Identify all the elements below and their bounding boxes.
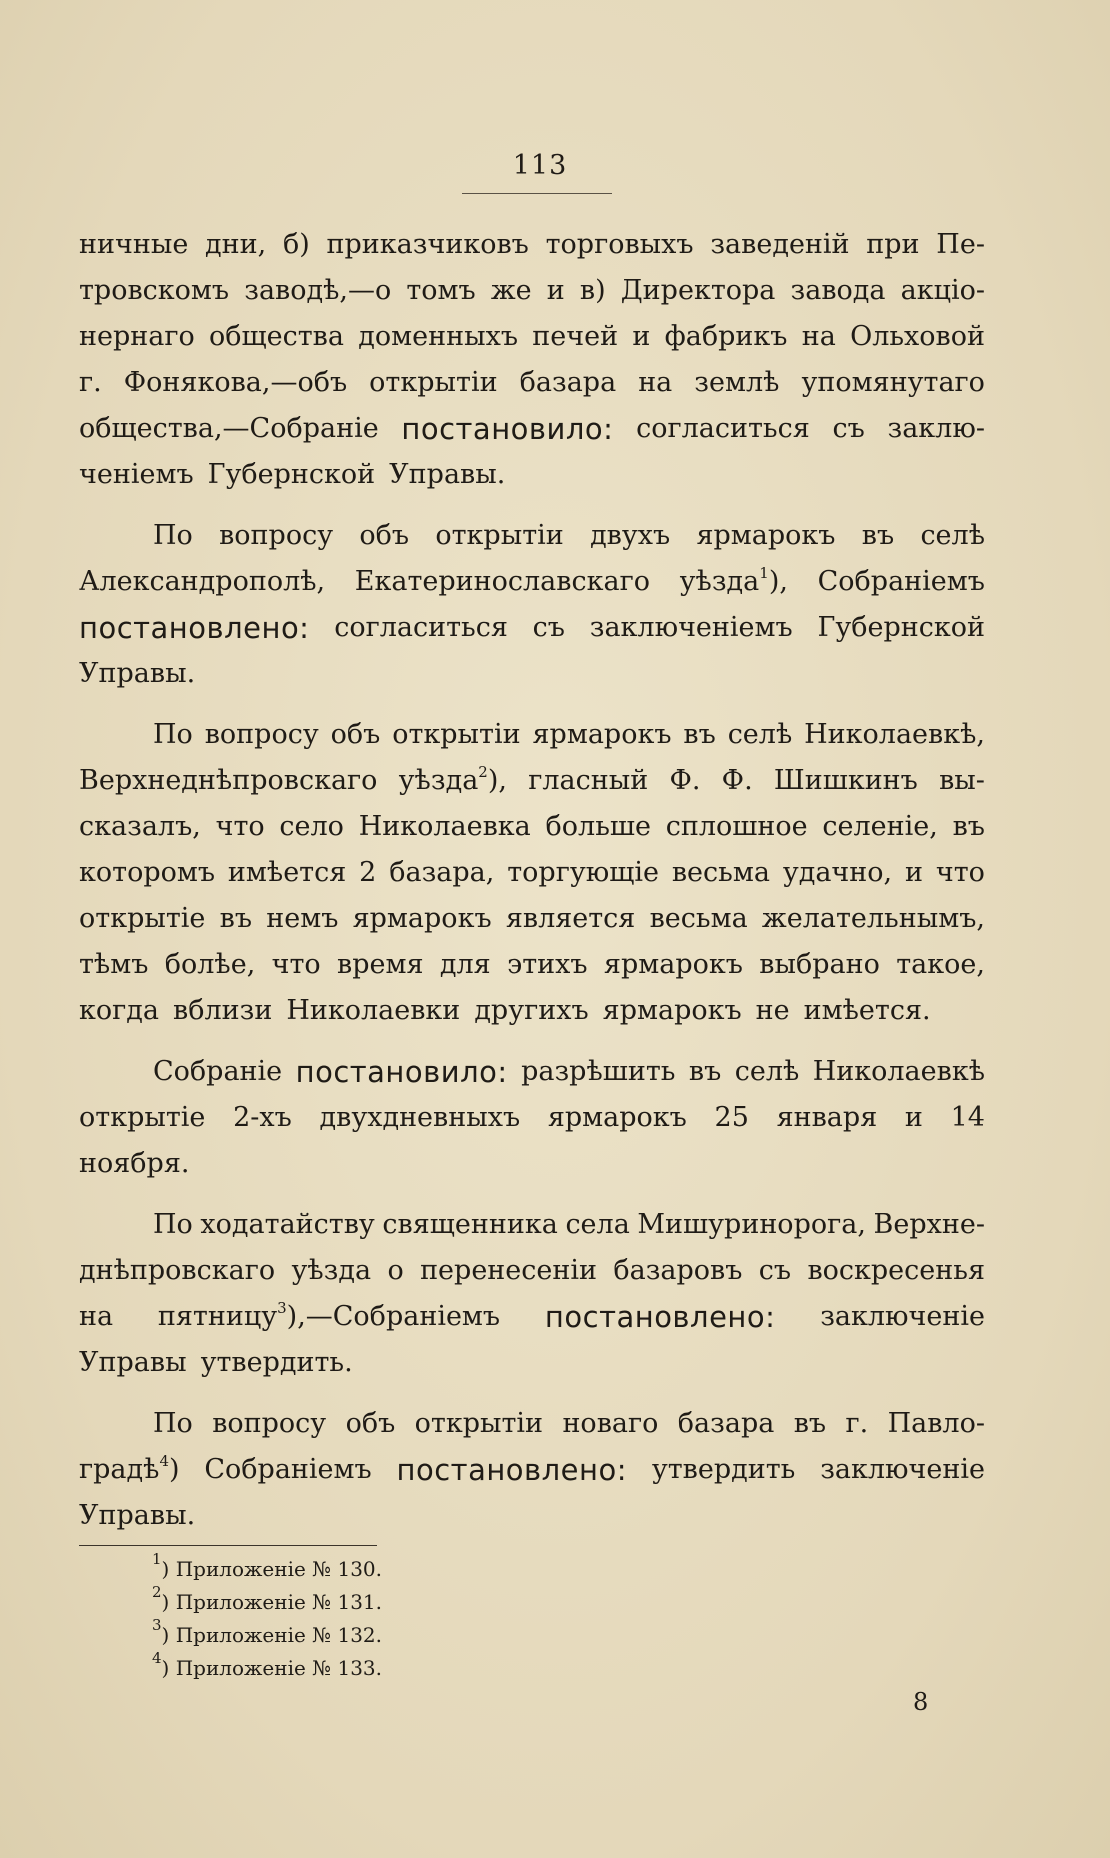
emphasized-word: постановлено: (544, 1300, 776, 1334)
text-line (79, 360, 985, 406)
text-line (79, 1340, 985, 1386)
word: Павло- (887, 1408, 985, 1439)
footnote-ref: 4 (159, 1452, 169, 1470)
word: на (801, 321, 836, 352)
word: б) (282, 229, 310, 260)
word: и (905, 857, 923, 888)
text-line (79, 1294, 985, 1340)
word: селѣ (920, 520, 985, 551)
text-line (79, 605, 985, 651)
word: Губернской (817, 612, 985, 643)
word: уѣзда$^2$), (398, 763, 507, 796)
word: в) (579, 275, 606, 306)
word: Губернской (207, 459, 376, 490)
word: перенесеніи (420, 1255, 597, 1286)
word: уѣзда (291, 1255, 372, 1286)
word: объ (359, 520, 410, 551)
word: на (638, 367, 673, 398)
body-text (79, 222, 985, 1539)
word: селѣ (734, 1056, 800, 1087)
text-line (79, 651, 985, 697)
word: Николаевкѣ (812, 1056, 985, 1087)
word: вопросу (212, 1408, 327, 1439)
word: выбрано (759, 949, 880, 980)
word: общества (209, 321, 344, 352)
word: и (632, 321, 651, 352)
word: въ (952, 811, 985, 842)
word: имѣется. (803, 995, 931, 1026)
paragraph-2 (79, 513, 985, 697)
word: Ф. (669, 765, 701, 796)
word: уѣзда$^1$), (679, 564, 788, 597)
word: съ (532, 612, 565, 643)
word: въ (688, 1056, 722, 1087)
text-line (79, 758, 985, 804)
word: Управы (79, 1347, 187, 1378)
word: съ (758, 1255, 792, 1286)
word: село (279, 811, 344, 842)
word: что (271, 949, 321, 980)
paragraph-4 (79, 1049, 985, 1187)
word: землѣ (694, 367, 780, 398)
page-number-rule (462, 193, 612, 194)
word: Верхнеднѣпровскаго (79, 765, 378, 796)
word: тровскомъ (79, 275, 230, 306)
word: доменныхъ (358, 321, 518, 352)
word: По (153, 1408, 193, 1439)
text-line (79, 1202, 985, 1248)
word: ярмарокъ (547, 1102, 687, 1133)
word: приказчиковъ (326, 229, 529, 260)
word: въ (793, 1408, 827, 1439)
word: двухъ (590, 520, 671, 551)
word: Александрополѣ, (79, 566, 326, 597)
word: открытіи (369, 367, 498, 398)
word: Управы. (79, 658, 196, 689)
word: акціо- (900, 275, 985, 306)
word: Екатеринославскаго (354, 566, 650, 597)
word: Собраніемъ (204, 1454, 372, 1485)
paragraph-3 (79, 712, 985, 1034)
word: базара (519, 367, 617, 398)
word: въ (861, 520, 895, 551)
word: разрѣшить (521, 1056, 676, 1087)
word: 2 (359, 857, 377, 888)
word: для (439, 949, 491, 980)
word: нернаго (79, 321, 195, 352)
page-number: 113 (512, 150, 568, 181)
word: такое, (896, 949, 985, 980)
word: базаровъ (613, 1255, 743, 1286)
word: января (776, 1102, 878, 1133)
word: заведеній (710, 229, 850, 260)
word: Николаевка (358, 811, 531, 842)
word: ярмарокъ (603, 949, 743, 980)
word: Мишуринорога, (637, 1209, 866, 1240)
word: сказалъ, (79, 811, 201, 842)
word: базара, (389, 857, 495, 888)
word: утвердить (651, 1454, 796, 1485)
word: печей (532, 321, 619, 352)
word: когда (79, 995, 159, 1026)
word: съ (832, 413, 865, 444)
word: и (546, 275, 565, 306)
word: селѣ (727, 719, 793, 750)
paragraph-gap (79, 1187, 985, 1202)
word: ничные (79, 229, 189, 260)
footnote-rule (79, 1545, 377, 1546)
word: новаго (562, 1408, 659, 1439)
word: Николаевки (286, 995, 461, 1026)
word: при (866, 229, 920, 260)
word: о (387, 1255, 404, 1286)
footnote-ref: 3 (277, 1299, 287, 1317)
word: согласиться (636, 413, 810, 444)
word: дни, (205, 229, 267, 260)
word: томъ (406, 275, 476, 306)
word: объ (330, 719, 381, 750)
footnote-4: $^4$) Приложеніе № 133. (152, 1649, 382, 1680)
word: открытіе (79, 903, 206, 934)
emphasized-word: постановлено: (396, 1453, 627, 1487)
word: По (153, 719, 193, 750)
word: заключеніе (820, 1454, 985, 1485)
word: вблизи (173, 995, 273, 1026)
word: и (904, 1102, 923, 1133)
word: ноября. (79, 1148, 190, 1179)
word: Ольховой (850, 321, 985, 352)
text-line (79, 406, 985, 452)
word: заводѣ,—о (244, 275, 392, 306)
word: открытіи (414, 1408, 544, 1439)
word: ярмарокъ (352, 903, 492, 934)
text-line (79, 712, 985, 758)
footnote-ref: 2 (478, 763, 488, 781)
word: вы- (939, 765, 985, 796)
word: По (153, 520, 193, 551)
word: что (935, 857, 985, 888)
text-line (79, 896, 985, 942)
text-line (79, 268, 985, 314)
word: По (153, 1209, 193, 1240)
paragraph-gap (79, 498, 985, 513)
word: желательнымъ, (761, 903, 985, 934)
text-line (79, 1493, 985, 1539)
emphasized-word: постановило: (295, 1055, 508, 1089)
footnotes (152, 1550, 382, 1685)
word: Верхне- (873, 1209, 985, 1240)
emphasized-word: постановлено: (79, 611, 310, 645)
text-line (79, 1401, 985, 1447)
word: ченіемъ (79, 459, 194, 490)
word: на (79, 1301, 114, 1332)
word: ярмарокъ (602, 995, 742, 1026)
word: базара (677, 1408, 775, 1439)
paragraph-gap (79, 1034, 985, 1049)
text-line (79, 452, 985, 498)
word: торгующіе (507, 857, 659, 888)
word: объ (345, 1408, 396, 1439)
word: градѣ$^4$) (79, 1452, 180, 1485)
word: Фонякова,—объ (123, 367, 348, 398)
word: г. (79, 367, 102, 398)
word: Директора (620, 275, 776, 306)
footnote-2: $^2$) Приложеніе № 131. (152, 1583, 382, 1614)
word: удачно, (782, 857, 893, 888)
word: ярмарокъ (696, 520, 836, 551)
paragraph-gap (79, 697, 985, 712)
paragraph-6 (79, 1401, 985, 1539)
word: заключеніемъ (589, 612, 793, 643)
word: Ф. (721, 765, 753, 796)
word: воскресенья (807, 1255, 985, 1286)
word: днѣпровскаго (79, 1255, 276, 1286)
word: гласный (528, 765, 649, 796)
word: которомъ (79, 857, 216, 888)
word: этихъ (507, 949, 588, 980)
word: открытіе (79, 1102, 206, 1133)
word: утвердить. (200, 1347, 353, 1378)
paragraph-gap (79, 1386, 985, 1401)
word: общества,—Собраніе (79, 413, 379, 444)
word: пятницу$^3$),—Собраніемъ (157, 1299, 501, 1332)
word: Собраніе (153, 1056, 283, 1087)
word: открытіи (435, 520, 564, 551)
text-line (79, 314, 985, 360)
word: болѣе, (164, 949, 256, 980)
word: ходатайству (200, 1209, 375, 1240)
word: двухдневныхъ (319, 1102, 521, 1133)
word: ярмарокъ (532, 719, 672, 750)
word: немъ (266, 903, 339, 934)
word: Шишкинъ (773, 765, 918, 796)
word: согласиться (334, 612, 508, 643)
word: г. (845, 1408, 869, 1439)
word: не (755, 995, 790, 1026)
word: 25 (714, 1102, 749, 1133)
word: вопросу (204, 719, 319, 750)
word: фабрикъ (664, 321, 788, 352)
word: имѣется (227, 857, 347, 888)
word: весьма (671, 857, 770, 888)
footnote-ref: 1 (759, 564, 769, 582)
word: въ (219, 903, 253, 934)
footnote-1: $^1$) Приложеніе № 130. (152, 1550, 382, 1581)
word: открытіи (392, 719, 521, 750)
word: села (565, 1209, 630, 1240)
word: что (215, 811, 265, 842)
word: является (505, 903, 636, 934)
word: тѣмъ (79, 949, 149, 980)
word: же (490, 275, 532, 306)
signature-mark: 8 (913, 1688, 929, 1716)
word: Собраніемъ (817, 566, 985, 597)
word: заклю- (887, 413, 985, 444)
text-line (79, 1141, 985, 1187)
word: завода (790, 275, 886, 306)
text-line (79, 1095, 985, 1141)
word: въ (683, 719, 716, 750)
text-line (79, 513, 985, 559)
emphasized-word: постановило: (401, 412, 614, 446)
word: Управы. (389, 459, 506, 490)
paragraph-5 (79, 1202, 985, 1386)
word: вопросу (219, 520, 334, 551)
word: священника (382, 1209, 558, 1240)
word: Николаевкѣ, (804, 719, 985, 750)
word: заключеніе (820, 1301, 985, 1332)
word: время (337, 949, 424, 980)
word: больше (545, 811, 651, 842)
footnote-3: $^3$) Приложеніе № 132. (152, 1616, 382, 1647)
text-line (79, 850, 985, 896)
word: 14 (950, 1102, 985, 1133)
text-line (79, 559, 985, 605)
text-line (79, 1447, 985, 1493)
text-line (79, 1248, 985, 1294)
word: другихъ (474, 995, 589, 1026)
text-line (79, 988, 985, 1034)
text-line (79, 804, 985, 850)
word: весьма (649, 903, 748, 934)
word: Управы. (79, 1500, 196, 1531)
word: сплошное (665, 811, 808, 842)
word: торговыхъ (545, 229, 694, 260)
text-line (79, 222, 985, 268)
paragraph-1 (79, 222, 985, 498)
word: селеніе, (822, 811, 938, 842)
word: 2-хъ (233, 1102, 292, 1133)
text-line (79, 1049, 985, 1095)
word: упомянутаго (801, 367, 985, 398)
text-line (79, 942, 985, 988)
word: Пе- (936, 229, 985, 260)
